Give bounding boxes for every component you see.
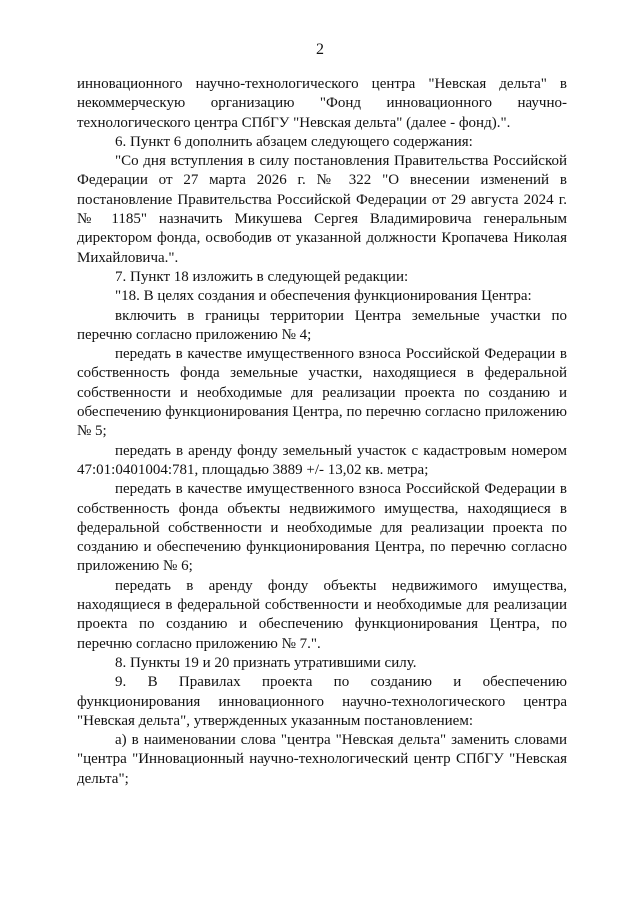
paragraph: инновационного научно-технологического центра "Невская дельта" в некоммерческую организацию "Фонд инновационного научно-технологического центра СПбГУ "Невская дельта" (далее - фонд).". [77, 76, 567, 131]
paragraph: 7. Пункт 18 изложить в следующей редакции: [115, 268, 409, 285]
paragraph: включить в границы территории Центра земельные участки по перечню согласно приложению № 4; [77, 307, 567, 343]
page-number: 2 [316, 41, 324, 58]
paragraph: передать в аренду фонду земельный участок с кадастровым номером 47:01:0401004:781, площадью 3889 +/- 13,02 кв. метра; [77, 442, 567, 478]
paragraph: "Со дня вступления в силу постановления Правительства Российской Федерации от 27 марта 2026 г. № 322 "О внесении изменений в постановление Правительства Российской Федерации от 29 августа 2024 г. № 1185" назначить Микушева Сергея Владимировича генеральным директором фонда, освободив от указанной должности Кропачева Николая Михайловича.". [77, 153, 567, 266]
paragraph: передать в аренду фонду объекты недвижимого имущества, находящиеся в федеральной собственности и необходимые для реализации проекта по созданию и обеспечению функционирования Центра, по перечню согласно приложению № 7.". [77, 577, 567, 652]
paragraph: а) в наименовании слова "центра "Невская дельта" заменить словами "центра "Инновационный научно-технологический центр СПбГУ "Невская дельта"; [77, 732, 567, 787]
paragraph: передать в качестве имущественного взноса Российской Федерации в собственность фонда земельные участки, находящиеся в федеральной собственности и необходимые для реализации проекта по созданию и обеспечению функционирования Центра, по перечню согласно приложению № 5; [77, 346, 567, 440]
document-body [77, 75, 567, 789]
paragraph: 8. Пункты 19 и 20 признать утратившими силу. [115, 654, 417, 671]
paragraph: 6. Пункт 6 дополнить абзацем следующего содержания: [115, 133, 473, 150]
paragraph: 9. В Правилах проекта по созданию и обеспечению функционирования инновационного научно-технологического центра "Невская дельта", утвержденных указанным постановлением: [77, 674, 567, 729]
paragraph: "18. В целях создания и обеспечения функционирования Центра: [115, 288, 532, 305]
paragraph: передать в качестве имущественного взноса Российской Федерации в собственность фонда объекты недвижимого имущества, находящиеся в федеральной собственности и необходимые для реализации проекта по созданию и обеспечению функционирования Центра, по перечню согласно приложению № 6; [77, 481, 567, 575]
